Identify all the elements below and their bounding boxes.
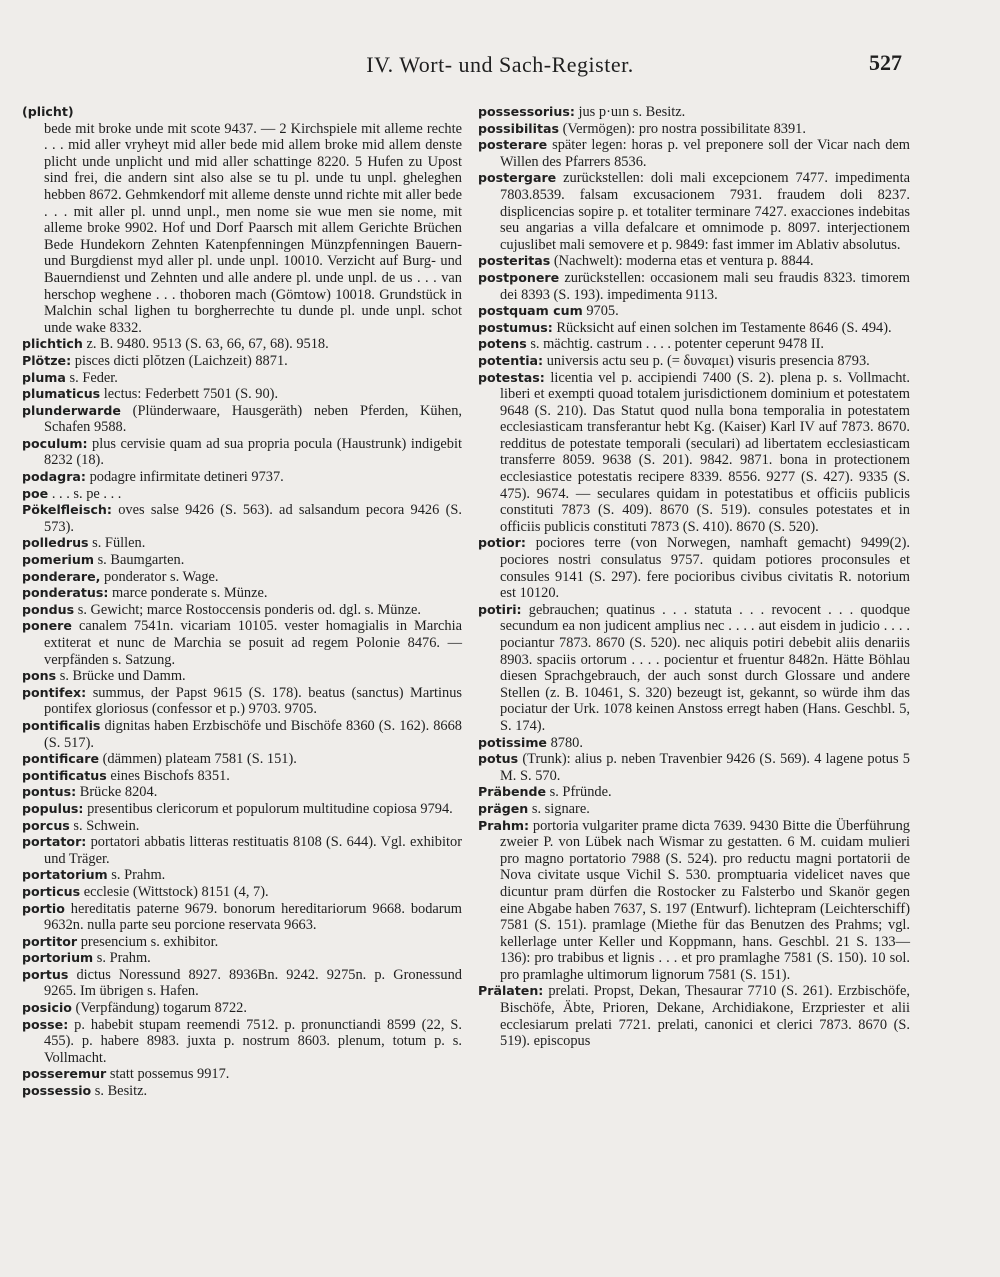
register-entry: [478, 535, 910, 601]
register-entry: [22, 784, 462, 801]
entry-headword: Plötze:: [22, 352, 72, 368]
entry-headword: pontificatus: [22, 767, 107, 783]
register-entry: [478, 170, 910, 253]
page-header: [0, 48, 1000, 88]
entry-text: marce ponderate s. Münze.: [112, 585, 268, 602]
register-entry: [478, 320, 910, 337]
page-number: 527: [869, 50, 902, 75]
register-entry: [478, 370, 910, 536]
register-entry: [22, 901, 462, 934]
entry-headword: postumus:: [478, 319, 553, 335]
entry-text: ponderator s. Wage.: [104, 568, 219, 585]
entry-headword: potens: [478, 336, 527, 352]
register-entry: [22, 718, 462, 751]
entry-text: 9705.: [586, 303, 619, 320]
register-entry: [478, 353, 910, 370]
entry-text: presentibus clericorum et populorum multitudine copiosa 9794.: [87, 800, 453, 817]
register-entry: [22, 602, 462, 619]
entry-text: Brücke 8204.: [79, 784, 158, 801]
entry-headword: postergare: [478, 170, 557, 186]
entry-text: . . . s. pe . . .: [51, 485, 122, 502]
entry-text: s. Baumgarten.: [97, 552, 185, 569]
entry-text: (Plünderwaare, Hausgeräth) neben Pferden, Kühen, Schafen 9588.: [44, 402, 462, 436]
entry-text: licentia vel p. accipiendi 7400 (S. 2). plena p. s. Vollmacht. liberi et exempti quoad totalem jurisdictionem dominium et potestatem 9648 (S. 210). Das Statut quod nulla bona temporalia in potestatem ecclesiasticam transferantur hebt Kg. (Kaiser) Karl IV auf 7873. 8670. redditus de potestate temporali (seculari) ad libertatem ecclesiasticam transferre 8059. 9638 (S. 201). 9842. 9871. bona in protectionem ecclesiastice potestatis recipere 8339. 8556. 9277 (S. 427). 9335 (S. 475). 9674. — seculares quidam in potestatibus et officiis publicis constituti 7873 (S. 409). 8670 (S. 519). consules potestates et in officiis publicis constituti 7873 (S. 410). 8670 (S. 520).: [500, 369, 910, 535]
entry-headword: potentia:: [478, 352, 544, 368]
entry-text: (Verpfändung) togarum 8722.: [75, 1000, 247, 1017]
left-column: [22, 104, 462, 1100]
entry-headword: podagra:: [22, 469, 86, 485]
register-entry: [478, 270, 910, 303]
entry-text: s. Prahm.: [96, 950, 151, 967]
entry-headword: pondus: [22, 601, 75, 617]
entry-text: s. signare.: [531, 800, 590, 817]
entry-text: plus cervisie quam ad sua propria pocula (Haustrunk) indigebit 8232 (18).: [44, 435, 462, 469]
entry-text: hereditatis paterne 9679. bonorum hereditariorum 9668. bodarum 9632n. nulla parte seu porcione reservata 9663.: [44, 900, 462, 934]
register-entry: [22, 751, 462, 768]
entry-headword: posterare: [478, 137, 548, 153]
entry-text: s. Brücke und Damm.: [59, 668, 186, 685]
entry-headword: posteritas: [478, 253, 551, 269]
register-entry: [22, 469, 462, 486]
entry-headword: possibilitas: [478, 120, 559, 136]
entry-headword: pomerium: [22, 552, 94, 568]
entry-text: lectus: Federbett 7501 (S. 90).: [103, 386, 279, 403]
entry-headword: porticus: [22, 883, 81, 899]
register-entry: [22, 867, 462, 884]
entry-headword: posse:: [22, 1016, 69, 1032]
register-entry: [22, 336, 462, 353]
register-entry: [22, 685, 462, 718]
entry-headword: porcus: [22, 817, 70, 833]
entry-headword: pontificare: [22, 751, 100, 767]
entry-text: prelati. Propst, Dekan, Thesaurar 7710 (S. 261). Erzbischöfe, Bischöfe, Äbte, Prioren, Dekane, Archidiakone, Erzpriester et alii ecclesiarum prelati 7721. prelati, canonici et clerici 7873. 8670 (S. 519). episcopus: [500, 983, 910, 1050]
entry-headword: potiri:: [478, 601, 522, 617]
register-entry: [478, 983, 910, 1049]
entry-text: zurückstellen: occasionem mali seu fraudis 8323. timorem dei 8393 (S. 193). impedimenta 9113.: [500, 269, 910, 303]
entry-headword: possessorius:: [478, 104, 575, 119]
register-entry: [22, 104, 462, 336]
register-entry: [478, 253, 910, 270]
entry-text: z. B. 9480. 9513 (S. 63, 66, 67, 68). 9518.: [86, 336, 329, 353]
entry-headword: potus: [478, 751, 519, 767]
register-entry: [22, 502, 462, 535]
entry-text: statt possemus 9917.: [109, 1066, 230, 1083]
entry-headword: postponere: [478, 269, 560, 285]
register-entry: [22, 1000, 462, 1017]
register-entry: [22, 768, 462, 785]
entry-text: pisces dicti plŏtzen (Laichzeit) 8871.: [74, 352, 288, 369]
register-entry: [478, 751, 910, 784]
register-entry: [22, 1083, 462, 1100]
entry-headword: poe: [22, 485, 49, 501]
entry-headword: potissime: [478, 734, 547, 750]
register-entry: [22, 486, 462, 503]
entry-headword: portator:: [22, 834, 87, 850]
entry-text: (Vermögen): pro nostra possibilitate 8391.: [562, 120, 806, 137]
entry-headword: Pökelfleisch:: [22, 502, 112, 518]
entry-text: eines Bischofs 8351.: [110, 767, 230, 784]
entry-text: dictus Noressund 8927. 8936Bn. 9242. 9275n. p. Gronessund 9265. Im übrigen s. Hafen.: [44, 966, 462, 1000]
register-entry: [22, 834, 462, 867]
entry-headword: polledrus: [22, 535, 89, 551]
entry-text: zurückstellen: doli mali excepcionem 7477. impedimenta 7803.8539. falsam excusacionem 7931. fraudem doli 8237. displicencias sopire p. et totaliter terminare 7427. exacciones indebitas seu angarias a villa defalcare et omnimode p. 8097. interjectionem cujuslibet mali semovere et p. 9849: fast immer im Ablativ absolutus.: [500, 170, 910, 253]
register-entry: [478, 336, 910, 353]
register-entry: [478, 818, 910, 984]
entry-headword: populus:: [22, 800, 84, 816]
register-entry: [478, 784, 910, 801]
register-entry: [22, 585, 462, 602]
entry-text: s. mächtig. castrum . . . . potenter ceperunt 9478 II.: [530, 336, 825, 353]
entry-headword: portio: [22, 900, 65, 916]
entry-headword: pons: [22, 668, 57, 684]
register-entry: [22, 818, 462, 835]
entry-text: podagre infirmitate detineri 9737.: [89, 469, 284, 486]
entry-text: portatori abbatis litteras restituatis 8108 (S. 644). Vgl. exhibitor und Träger.: [44, 834, 462, 867]
entry-headword: portatorium: [22, 867, 108, 883]
entry-headword: plichtich: [22, 336, 83, 352]
entry-headword: poculum:: [22, 435, 88, 451]
entry-headword: ponderatus:: [22, 585, 109, 601]
entry-headword: plunderwarde: [22, 402, 121, 418]
entry-headword: Prahm:: [478, 817, 530, 833]
entry-text: universis actu seu p. (= δυναμει) visuris presencia 8793.: [546, 352, 870, 369]
entry-headword: possessio: [22, 1083, 92, 1099]
register-entry: [22, 386, 462, 403]
register-entry: [22, 668, 462, 685]
entry-headword: plumaticus: [22, 386, 101, 402]
entry-text: (Nachwelt): moderna etas et ventura p. 8844.: [553, 253, 814, 270]
register-entry: [22, 353, 462, 370]
register-entry: [478, 801, 910, 818]
entry-headword: portus: [22, 966, 69, 982]
register-entry: [22, 569, 462, 586]
entry-text: bede mit broke unde mit scote 9437. — 2 Kirchspiele mit alleme rechte . . . mid aller vryheyt mid aller bede mid allem broke mid allem denste plicht unde unplicht und mid aller schattinge 8220. 5 Hufen zu Upost sind frei, die andern sint also alse se tu pl. unde tu unpl. gheleghen hebben 8672. Gehmkendorf mit alleme denste unnd richte mit aller bede . . . mit aller pl. unnd unpl., men nome sie wue men sie nome, mit alleme broke 9902. Hof und Dorf Paarsch mit allem Gerichte Brüchen Bede Hundekorn Zehnten Katenpfenningen Münzpfenningen Bauern- und Burgdienst myd aller pl. unde unpl. 10010. Verzicht auf Burg- und Bauerndienst und Zehnten und alle andere pl. unde unpl. de us . . . van herschop weghene . . . thoboren mach (Gömtow) 10018. Grundstück in Malchin schal lighen tu borgherrechte tu dunde pl. unde unpl. schot unde wake 8332.: [44, 120, 462, 336]
register-entry: [478, 104, 910, 121]
register-entry: [22, 535, 462, 552]
entry-headword: pluma: [22, 369, 66, 385]
entry-headword: potestas:: [478, 369, 545, 385]
entry-headword: portitor: [22, 933, 78, 949]
register-entry: [22, 552, 462, 569]
entry-text: (dämmen) plateam 7581 (S. 151).: [102, 751, 297, 768]
register-entry: [478, 137, 910, 170]
entry-text: s. Prahm.: [111, 867, 166, 884]
entry-text: s. Schwein.: [73, 817, 140, 834]
entry-headword: postquam cum: [478, 303, 583, 319]
entry-headword: pontificalis: [22, 717, 101, 733]
register-entry: [22, 1017, 462, 1067]
entry-headword: pontifex:: [22, 684, 87, 700]
entry-text: (Trunk): alius p. neben Travenbier 9426 (S. 569). 4 lagene potus 5 M. S. 570.: [500, 751, 910, 784]
entry-headword: pontus:: [22, 784, 77, 800]
entry-headword: (plicht): [22, 104, 74, 119]
entry-text: dignitas haben Erzbischöfe und Bischöfe 8360 (S. 162). 8668 (S. 517).: [44, 717, 462, 751]
entry-headword: ponderare,: [22, 568, 101, 584]
entry-text: s. Feder.: [69, 369, 118, 386]
page-title: IV. Wort- und Sach-Register.: [366, 52, 634, 77]
entry-text: später legen: horas p. vel preponere soll der Vicar nach dem Willen des Pfarrers 8536.: [500, 137, 910, 170]
register-entry: [22, 884, 462, 901]
entry-text: jus p·uın s. Besitz.: [578, 104, 686, 120]
entry-headword: prägen: [478, 800, 529, 816]
entry-text: summus, der Papst 9615 (S. 178). beatus (sanctus) Martinus pontifex gloriosus (confessor et p.) 9703. 9705.: [44, 684, 462, 718]
entry-headword: potior:: [478, 535, 526, 551]
entry-headword: portorium: [22, 950, 94, 966]
entry-text: Rücksicht auf einen solchen im Testamente 8646 (S. 494).: [556, 319, 892, 336]
register-entry: [478, 602, 910, 735]
register-entry: [22, 403, 462, 436]
register-entry: [478, 121, 910, 138]
register-entry: [478, 735, 910, 752]
entry-text: 8780.: [550, 734, 583, 751]
register-entry: [22, 801, 462, 818]
entry-text: canalem 7541n. vicariam 10105. vester homagialis in Marchia extiterat et nunc de Marchia se posuit ad regem Polonie 8476. — verpfänden s. Satzung.: [44, 618, 462, 668]
entry-text: s. Füllen.: [92, 535, 146, 552]
entry-headword: ponere: [22, 618, 72, 634]
register-entry: [22, 618, 462, 668]
register-entry: [22, 950, 462, 967]
register-entry: [22, 436, 462, 469]
entry-text: s. Besitz.: [94, 1083, 148, 1100]
entry-text: pociores terre (von Norwegen, namhaft gemacht) 9499(2). pociores nostri consulatus 9757. quidam potiores proconsules et consules 9141 (S. 297). fere pocioribus civibus civitatis R. notorium est 10120.: [500, 535, 910, 602]
register-entry: [22, 370, 462, 387]
entry-headword: Präbende: [478, 784, 547, 800]
entry-text: s. Pfründe.: [549, 784, 612, 801]
entry-text: ecclesie (Wittstock) 8151 (4, 7).: [83, 883, 269, 900]
entry-text: s. Gewicht; marce Rostoccensis ponderis od. dgl. s. Münze.: [77, 601, 422, 618]
entry-headword: Prälaten:: [478, 983, 544, 999]
register-entry: [478, 303, 910, 320]
right-column: [478, 104, 910, 1050]
register-entry: [22, 1066, 462, 1083]
entry-text: portoria vulgariter prame dicta 7639. 9430 Bitte die Überführung zweier P. von Lübek nach Wismar zu gestatten. 6 M. cuidam mulieri pro magno portatorio 7988 (S. 524). pro reductu magni portatorii de Nova civitate usque Vichil S. 530. promptuaria videlicet naves que dicuntur pram dürfen die Rostocker zu Falsterbo und Skanör gegen eine Abgabe haben 7637, S. 197 (Entwurf). lichtepram (Leichterschiff) 7581 (S. 151). pramlage (Miethe für das Benutzen des Prahms; vgl. kellerlage unter Keller und Koppmann, hans. Geschbl. 21 S. 133—136): pro trabibus et lignis . . . et pro pramlaghe 7581 (S. 150). 10 sol. pro pramlaghe ultimorum lignorum 7581 (S. 151).: [500, 817, 910, 983]
entry-text: presencium s. exhibitor.: [80, 933, 219, 950]
register-entry: [22, 967, 462, 1000]
entry-headword: posicio: [22, 1000, 72, 1016]
entry-text: oves salse 9426 (S. 563). ad salsandum pecora 9426 (S. 573).: [44, 502, 462, 535]
entry-text: gebrauchen; quatinus . . . statuta . . . revocent . . . quodque secundum ea non judicent amplius nec . . . . aut eisdem in judicio . . . . pociantur 7873. 8670 (S. 520). nec aliquis potiri debebit aliis denariis 8903. spaciis ortorum . . . . pocientur et fruentur 8482n. Hätte Böhlau diesen Sprachgebrauch, der auch sonst durch Glossare und andere Stellen (z. B. 10461, S. 320) bezeugt ist, gekannt, so würde ihm das pociatur der Urk. 1078 keinen Anstoss erregt haben (Hans. Geschbl. 5, S. 174).: [500, 601, 910, 734]
register-entry: [22, 934, 462, 951]
entry-text: p. habebit stupam reemendi 7512. p. pronunctiandi 8599 (22, S. 455). p. habere 8983. juxta p. nostrum 8603. plenum, totum p. s. Vollmacht.: [44, 1016, 462, 1066]
entry-headword: posseremur: [22, 1066, 107, 1082]
